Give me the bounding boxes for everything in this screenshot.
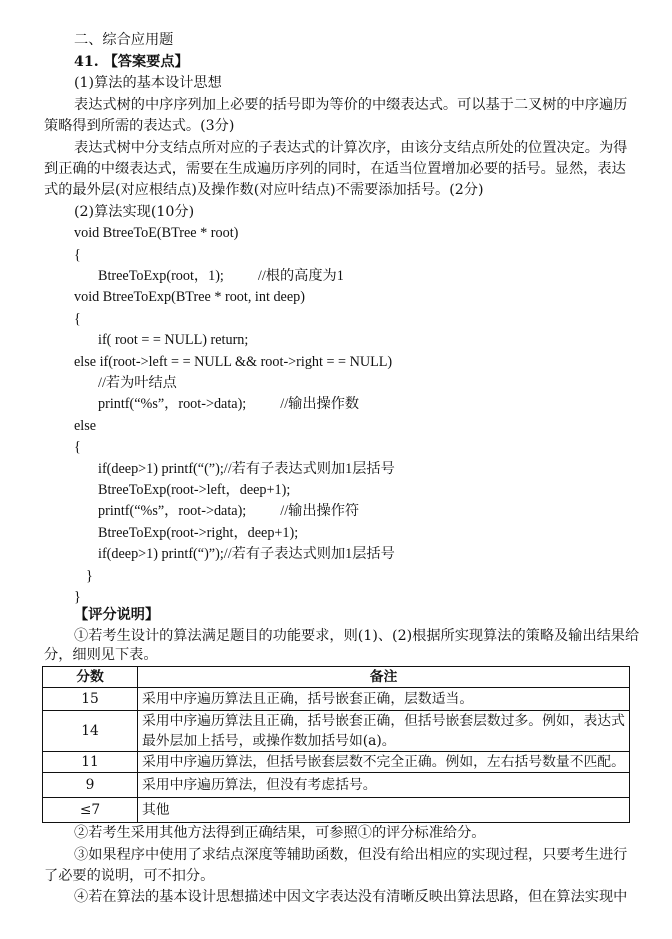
table-row [43,688,630,711]
code-line-5: { [74,311,81,327]
code-line-6: if( root = = NULL) return; [98,332,249,348]
code-line-13: BtreeToExp(root->left，deep+1); [98,482,291,498]
code-line-11: { [74,439,81,455]
code-line-15: BtreeToExp(root->right，deep+1); [98,525,299,541]
table-cell-note-line1: 采用中序遍历算法且正确，括号嵌套正确，但括号嵌套层数过多。例如，表达式 [142,713,625,729]
table-header-score: 分数 [43,667,138,688]
table-cell-note: 采用中序遍历算法，但没有考虑括号。 [138,773,630,798]
table-cell-score: 15 [43,688,138,711]
code-line-3 [98,266,344,286]
code-line-3-comment: //根的高度为1 [257,268,344,284]
code-line-1: void BtreeToE(BTree * root) [74,225,239,241]
code-line-18: } [74,589,81,605]
table-header-note: 备注 [138,667,630,688]
sub2-title: (2)算法实现(10分) [74,204,195,220]
para2-line2: 到正确的中缀表达式，需要在生成遍历序列的同时，在适当位置增加必要的括号。显然，表达 [44,161,626,177]
para1-line1: 表达式树的中序序列加上必要的括号即为等价的中缀表达式。可以基于二叉树的中序遍历 [74,97,628,113]
code-line-14-text: printf(“%s”，root->data); [98,503,247,519]
grading-p1-line2: 分，细则见下表。 [44,647,158,663]
code-line-16: if(deep>1) printf(“)”);//若有子表达式则加1层括号 [98,546,395,562]
grading-p1-line1: ①若考生设计的算法满足题目的功能要求，则(1)、(2)根据所实现算法的策略及输出结果给 [74,628,640,644]
table-cell-note [138,711,630,752]
table-cell-score: 9 [43,773,138,798]
code-line-17: } [86,568,93,584]
table-cell-note: 采用中序遍历算法且正确，括号嵌套正确，层数适当。 [138,688,630,711]
code-line-14 [98,501,359,521]
table-cell-note: 其他 [138,798,630,823]
table-cell-score: 11 [43,752,138,773]
code-line-4: void BtreeToExp(BTree * root, int deep) [74,289,305,305]
code-line-9-comment: //输出操作数 [280,396,360,412]
grading-p3-line2: 了必要的说明，可不扣分。 [44,868,215,884]
code-line-8: //若为叶结点 [98,375,177,391]
code-line-7: else if(root->left = = NULL && root->right = = NULL) [74,354,393,370]
code-line-9-text: printf(“%s”，root->data); [98,396,247,412]
table-row [43,773,630,798]
code-line-12: if(deep>1) printf(“(”);//若有子表达式则加1层括号 [98,461,395,477]
grading-p3-line1: ③如果程序中使用了求结点深度等辅助函数，但没有给出相应的实现过程，只要考生进行 [74,847,628,863]
code-line-10: else [74,418,97,434]
grading-header: 【评分说明】 [74,607,160,623]
table-header-row [43,667,630,688]
para1-line2: 策略得到所需的表达式。(3分) [44,118,235,134]
code-line-9 [98,394,359,414]
code-line-14-comment: //输出操作符 [280,503,360,519]
code-line-3-text: BtreeToExp(root，1); [98,268,224,284]
table-row [43,798,630,823]
grading-p4-line1: ④若在算法的基本设计思想描述中因文字表达没有清晰反映出算法思路，但在算法实现中 [74,889,628,905]
para2-line3: 式的最外层(对应根结点)及操作数(对应叶结点)不需要添加括号。(2分) [44,182,484,198]
code-line-2: { [74,247,81,263]
table-row [43,711,630,752]
question-header: 41. 【答案要点】 [74,54,189,70]
section-title: 二、综合应用题 [74,32,174,48]
sub1-title: (1)算法的基本设计思想 [74,75,222,91]
para2-line1: 表达式树中分支结点所对应的子表达式的计算次序，由该分支结点所处的位置决定。为得 [74,140,628,156]
grading-table [42,666,630,823]
table-cell-note-line2: 最外层加上括号，或操作数加括号如(a)。 [142,733,396,749]
table-cell-score: ≤7 [43,798,138,823]
table-cell-note: 采用中序遍历算法，但括号嵌套层数不完全正确。例如，左右括号数量不匹配。 [138,752,630,773]
grading-p2: ②若考生采用其他方法得到正确结果，可参照①的评分标准给分。 [74,825,486,841]
table-row [43,752,630,773]
table-cell-score: 14 [43,711,138,752]
